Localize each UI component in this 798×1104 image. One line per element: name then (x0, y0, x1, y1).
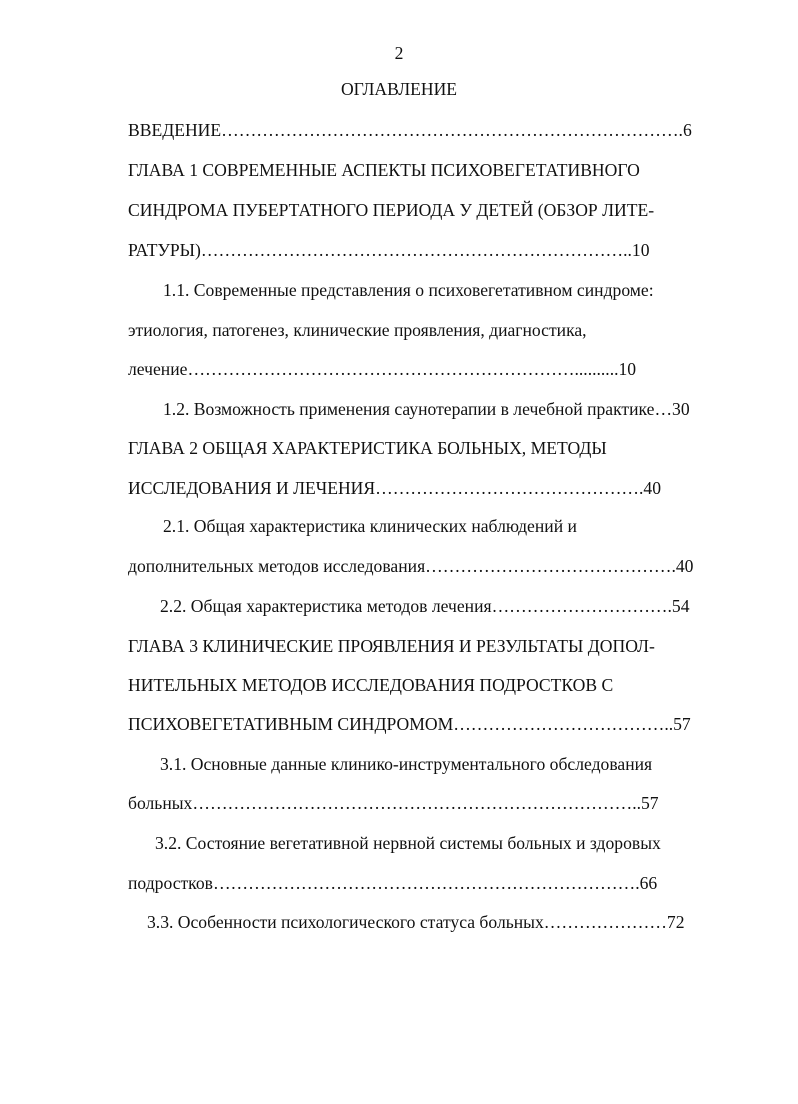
toc-chapter-3-line-3[interactable]: ПСИХОВЕГЕТАТИВНЫМ СИНДРОМОМ………………………………..57 (128, 714, 691, 734)
page-number: 2 (394, 43, 404, 63)
toc-section-2-1-line-2[interactable]: дополнительных методов исследования…………………………………….40 (128, 556, 694, 576)
toc-chapter-2-line-2[interactable]: ИССЛЕДОВАНИЯ И ЛЕЧЕНИЯ……………………………………….40 (128, 478, 662, 498)
toc-section-3-2-line-2[interactable]: подростков……………………………………………………………….66 (128, 873, 658, 893)
toc-chapter-3-line-2[interactable]: НИТЕЛЬНЫХ МЕТОДОВ ИССЛЕДОВАНИЯ ПОДРОСТКОВ С (128, 675, 614, 695)
toc-section-2-2[interactable]: 2.2. Общая характеристика методов лечения………………………….54 (160, 596, 690, 616)
toc-section-3-2-line-1[interactable]: 3.2. Состояние вегетативной нервной системы больных и здоровых (155, 833, 661, 853)
toc-section-3-3[interactable]: 3.3. Особенности психологического статуса больных…………………72 (147, 912, 685, 932)
toc-section-2-1-line-1[interactable]: 2.1. Общая характеристика клинических наблюдений и (163, 516, 577, 536)
page-title: ОГЛАВЛЕНИЕ (340, 79, 458, 99)
toc-chapter-2-line-1[interactable]: ГЛАВА 2 ОБЩАЯ ХАРАКТЕРИСТИКА БОЛЬНЫХ, МЕТОДЫ (128, 438, 607, 458)
toc-chapter-1-line-1[interactable]: ГЛАВА 1 СОВРЕМЕННЫЕ АСПЕКТЫ ПСИХОВЕГЕТАТИВНОГО (128, 160, 640, 180)
toc-section-3-1-line-2[interactable]: больных…………………………………………………………………..57 (128, 793, 659, 813)
toc-section-1-1-line-1[interactable]: 1.1. Современные представления о психовегетативном синдроме: (163, 280, 654, 300)
toc-section-1-1-line-2[interactable]: этиология, патогенез, клинические проявления, диагностика, (128, 320, 587, 340)
toc-section-1-2[interactable]: 1.2. Возможность применения саунотерапии в лечебной практике…30 (163, 399, 690, 419)
toc-chapter-3-line-1[interactable]: ГЛАВА 3 КЛИНИЧЕСКИЕ ПРОЯВЛЕНИЯ И РЕЗУЛЬТАТЫ ДОПОЛ- (128, 636, 655, 656)
toc-entry-introduction[interactable]: ВВЕДЕНИЕ…………………………………………………………………….6 (128, 120, 692, 140)
toc-chapter-1-line-2[interactable]: СИНДРОМА ПУБЕРТАТНОГО ПЕРИОДА У ДЕТЕЙ (ОБЗОР ЛИТЕ- (128, 200, 655, 220)
toc-section-3-1-line-1[interactable]: 3.1. Основные данные клинико-инструментального обследования (160, 754, 653, 774)
toc-section-1-1-line-3[interactable]: лечение…………………………………………………………..........10 (128, 359, 637, 379)
toc-chapter-1-line-3[interactable]: РАТУРЫ)………………………………………………………………..10 (128, 240, 650, 260)
